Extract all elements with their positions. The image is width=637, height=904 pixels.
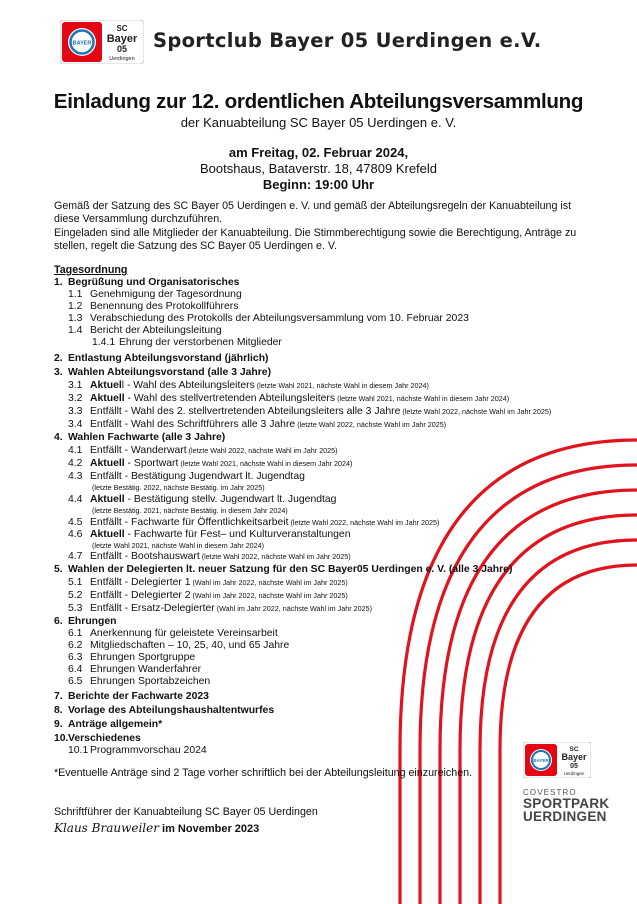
signature-date: im November 2023 xyxy=(158,823,260,835)
agenda-label: Entfällt - Delegierter 2 xyxy=(90,590,191,601)
club-logo xyxy=(60,20,144,64)
agenda-election-note: (letzte Wahl 2021, nächste Wahl in diesem Jahr 2024) xyxy=(178,459,353,468)
agenda-text xyxy=(119,337,282,349)
agenda-label: Entfällt - Wanderwart xyxy=(90,445,187,456)
agenda-text xyxy=(90,419,446,431)
event-start: Beginn: 19:00 Uhr xyxy=(262,177,375,192)
secretary-line: Schriftführer der Kanuabteilung SC Bayer 05 Uerdingen xyxy=(54,806,318,818)
agenda-number: 5. xyxy=(54,564,63,575)
agenda-text xyxy=(90,289,242,301)
agenda-number: 4.2 xyxy=(68,458,83,469)
agenda-number: 7. xyxy=(54,691,63,702)
agenda-label: Vorlage des Abteilungshaushaltentwurfes xyxy=(68,705,275,716)
agenda-text xyxy=(68,616,117,628)
agenda-number: 5.1 xyxy=(68,577,83,588)
logo-bayer: Bayer xyxy=(106,33,138,45)
agenda-text xyxy=(90,301,238,313)
agenda-label: - Wahl des stellvertretenden Abteilungsleiters xyxy=(124,393,336,404)
agenda-number: 6.2 xyxy=(68,640,83,651)
agenda-label: - Bestätigung stellv. Jugendwart lt. Jugendtag xyxy=(124,494,337,505)
footnote: *Eventuelle Anträge sind 2 Tage vorher schriftlich bei der Abteilungsleitung einzureichen. xyxy=(54,767,473,779)
agenda-text xyxy=(92,482,265,494)
agenda-status-current: Aktuell xyxy=(90,529,125,540)
agenda-number: 4. xyxy=(54,432,63,443)
agenda-text xyxy=(90,590,348,602)
agenda-number: 3.3 xyxy=(68,406,83,417)
agenda-number: 3.1 xyxy=(68,380,83,391)
agenda-label: Ehrungen Sportgruppe xyxy=(90,652,196,663)
agenda-status-current: Aktuel xyxy=(90,380,122,391)
agenda-election-note: (letzte Bestätig. 2022, nächste Bestätig. im Jahr 2025) xyxy=(92,483,265,492)
agenda-election-note: (letzte Bestätig. 2021, nächste Bestätig. in diesem Jahr 2024) xyxy=(92,506,288,515)
agenda-election-note: (letzte Wahl 2022, nächste Wahl im Jahr 2025) xyxy=(295,420,447,429)
agenda-label: Verschiedenes xyxy=(68,733,141,744)
agenda-number: 6.3 xyxy=(68,652,83,663)
agenda-number: 4.4 xyxy=(68,494,83,505)
svg-text:Uerdingen: Uerdingen xyxy=(563,771,585,776)
agenda-number: 1.1 xyxy=(68,289,83,300)
agenda-label: Ehrung der verstorbenen Mitglieder xyxy=(119,337,282,348)
agenda-election-note: (letzte Wahl 2022, nächste Wahl im Jahr 2025) xyxy=(186,446,338,455)
agenda-number: 1.2 xyxy=(68,301,83,312)
agenda-text xyxy=(68,705,274,717)
agenda-number: 6.4 xyxy=(68,664,83,675)
agenda-election-note: (letzte Wahl 2022, nächste Wahl im Jahr 2025) xyxy=(400,407,552,416)
agenda-status-current: Aktuell xyxy=(90,458,125,469)
agenda-label: Genehmigung der Tagesordnung xyxy=(90,289,242,300)
agenda-label: Entfällt - Wahl des Schriftführers alle 3 Jahre xyxy=(90,419,296,430)
agenda-election-note: (letzte Wahl 2021, nächste Wahl in diesem Jahr 2024) xyxy=(254,381,429,390)
agenda-number: 1. xyxy=(54,277,63,288)
agenda-text xyxy=(92,505,288,517)
bayer-cross-text: BAYER xyxy=(72,40,92,47)
agenda-label: Entfällt - Wahl des 2. stellvertretenden Abteilungsleiters alle 3 Jahre xyxy=(90,406,401,417)
agenda-status-current: Aktuell xyxy=(90,494,125,505)
agenda-label: Wahlen Fachwarte (alle 3 Jahre) xyxy=(68,432,226,443)
agenda-number: 1.4.1 xyxy=(92,337,116,348)
signature-line xyxy=(54,821,259,835)
agenda-text xyxy=(68,353,269,365)
agenda-election-note: (letzte Wahl 2022, nächste Wahl im Jahr 2025) xyxy=(199,552,351,561)
agenda-text xyxy=(90,603,372,615)
agenda-text xyxy=(90,313,469,325)
agenda-number: 2. xyxy=(54,353,63,364)
agenda-text xyxy=(68,367,271,379)
sportpark-title: SPORTPARK xyxy=(523,796,610,811)
agenda-number: 3. xyxy=(54,367,63,378)
agenda-number: 5.3 xyxy=(68,603,83,614)
agenda-label: Anträge allgemein* xyxy=(68,719,163,730)
agenda-election-note: (Wahl im Jahr 2022, nächste Wahl im Jahr 2025) xyxy=(190,578,348,587)
agenda-number: 4.3 xyxy=(68,471,83,482)
agenda-text xyxy=(90,577,348,589)
agenda-number: 1.3 xyxy=(68,313,83,324)
agenda-number: 1.4 xyxy=(68,325,83,336)
agenda-number: 6.5 xyxy=(68,676,83,687)
agenda-number: 8. xyxy=(54,705,63,716)
agenda-label: Mitgliedschaften – 10, 25, 40, und 65 Jahre xyxy=(90,640,290,651)
agenda-status-current: Aktuell xyxy=(90,393,125,404)
svg-text:SC: SC xyxy=(569,746,579,753)
agenda-number: 5.2 xyxy=(68,590,83,601)
agenda-number: 3.2 xyxy=(68,393,83,404)
sportpark-covestro: COVESTRO xyxy=(523,788,577,797)
logo-num: 05 xyxy=(116,44,128,54)
agenda-label: Verabschiedung des Protokolls der Abteilungsversammlung vom 10. Februar 2023 xyxy=(90,313,469,324)
agenda-label: l - Wahl des Abteilungsleiters xyxy=(121,380,255,391)
agenda-text xyxy=(90,458,352,470)
agenda-label: Entfällt - Fachwarte für Öffentlichkeitsarbeit xyxy=(90,517,289,528)
document-subtitle: der Kanuabteilung SC Bayer 05 Uerdingen e. V. xyxy=(180,115,457,130)
agenda-text xyxy=(90,406,551,418)
agenda-number: 3.4 xyxy=(68,419,83,430)
agenda-label: Entfällt - Delegierter 1 xyxy=(90,577,191,588)
agenda-text xyxy=(68,277,239,289)
document-title: Einladung zur 12. ordentlichen Abteilungsversammlung xyxy=(53,90,584,113)
agenda-text xyxy=(90,517,439,529)
agenda-label: - Sportwart xyxy=(124,458,179,469)
agenda-label: Bericht der Abteilungsleitung xyxy=(90,325,222,336)
agenda-number: 10. xyxy=(54,733,69,744)
agenda-label: - Fachwarte für Fest– und Kulturveranstaltungen xyxy=(124,529,351,540)
agenda-label: Ehrungen Sportabzeichen xyxy=(90,676,211,687)
agenda-label: Benennung des Protokollführers xyxy=(90,301,239,312)
agenda-text xyxy=(68,691,209,703)
agenda-heading: Tagesordnung xyxy=(54,264,128,276)
svg-text:05: 05 xyxy=(570,763,578,770)
agenda-number: 4.1 xyxy=(68,445,83,456)
agenda-text xyxy=(90,445,338,457)
intro-text xyxy=(54,200,594,254)
agenda-label: Entfällt - Ersatz-Delegierter xyxy=(90,603,215,614)
agenda-label: Ehrungen xyxy=(68,616,117,627)
agenda-number: 10.1 xyxy=(68,745,89,756)
intro-paragraph-2: Eingeladen sind alle Mitglieder der Kanuabteilung. Die Stimmberechtigung sowie die Berechtigung, Anträge zu stellen, regelt die Satzung des SC Bayer 05 Uerdingen e. V. xyxy=(54,226,577,253)
agenda-text xyxy=(90,745,207,757)
agenda-number: 4.7 xyxy=(68,551,83,562)
club-name: Sportclub Bayer 05 Uerdingen e.V. xyxy=(153,29,542,52)
agenda-label: Entfällt - Bootshauswart xyxy=(90,551,200,562)
agenda-label: Ehrungen Wanderfahrer xyxy=(90,664,202,675)
agenda-election-note: (letzte Wahl 2021, nächste Wahl in diesem Jahr 2024) xyxy=(335,394,510,403)
agenda-text xyxy=(68,432,225,444)
agenda-text xyxy=(68,564,512,576)
agenda-text xyxy=(90,551,351,563)
agenda-number: 6.1 xyxy=(68,628,83,639)
agenda-text xyxy=(68,719,162,731)
agenda-label: Wahlen Abteilungsvorstand (alle 3 Jahre) xyxy=(68,367,272,378)
logo-sc: SC xyxy=(116,24,128,33)
agenda-text xyxy=(90,628,278,640)
svg-text:Bayer: Bayer xyxy=(561,752,587,762)
agenda-text xyxy=(90,664,201,676)
agenda-text xyxy=(90,652,195,664)
agenda-number: 6. xyxy=(54,616,63,627)
agenda-text xyxy=(90,380,429,392)
agenda-label: Programmvorschau 2024 xyxy=(90,745,207,756)
agenda-election-note: (letzte Wahl 2021, nächste Wahl in diesem Jahr 2024) xyxy=(92,541,265,550)
sportpark-city: UERDINGEN xyxy=(523,809,607,824)
agenda-label: Anerkennung für geleistete Vereinsarbeit xyxy=(90,628,278,639)
decorative-track-lines xyxy=(360,420,637,904)
agenda-number: 4.6 xyxy=(68,529,83,540)
agenda-number: 4.5 xyxy=(68,517,83,528)
agenda-text xyxy=(90,676,210,688)
agenda-label: Berichte der Fachwarte 2023 xyxy=(68,691,209,702)
signature-name: Klaus Brauweiler xyxy=(54,821,159,835)
agenda-election-note: (Wahl im Jahr 2022, nächste Wahl im Jahr 2025) xyxy=(190,591,348,600)
agenda-text xyxy=(90,640,289,652)
agenda-label: Entlastung Abteilungsvorstand (jährlich) xyxy=(68,353,269,364)
agenda-election-note: (letzte Wahl 2022, nächste Wahl im Jahr 2025) xyxy=(288,518,440,527)
agenda-label: Begrüßung und Organisatorisches xyxy=(68,277,240,288)
agenda-text xyxy=(68,733,141,745)
logo-city: Uerdingen xyxy=(109,56,135,62)
intro-paragraph-1: Gemäß der Satzung des SC Bayer 05 Uerdingen e. V. und gemäß der Abteilungsregeln der Kanuabteilung ist diese Versammlung durchzuführen. xyxy=(54,200,572,226)
event-location: Bootshaus, Bataverstr. 18, 47809 Krefeld xyxy=(199,161,438,176)
svg-text:BAYER: BAYER xyxy=(533,758,549,763)
event-date: am Freitag, 02. Februar 2024, xyxy=(228,145,409,160)
agenda-text xyxy=(90,325,222,337)
agenda-election-note: (Wahl im Jahr 2022, nächste Wahl im Jahr 2025) xyxy=(214,604,372,613)
agenda-text xyxy=(90,393,509,405)
agenda-label: Wahlen der Delegierten lt. neuer Satzung für den SC Bayer05 Uerdingen e. V. (alle 3 Jahre) xyxy=(68,564,513,575)
agenda-number: 9. xyxy=(54,719,63,730)
agenda-label: Entfällt - Bestätigung Jugendwart lt. Jugendtag xyxy=(90,471,305,482)
sportpark-club-logo xyxy=(523,742,591,778)
